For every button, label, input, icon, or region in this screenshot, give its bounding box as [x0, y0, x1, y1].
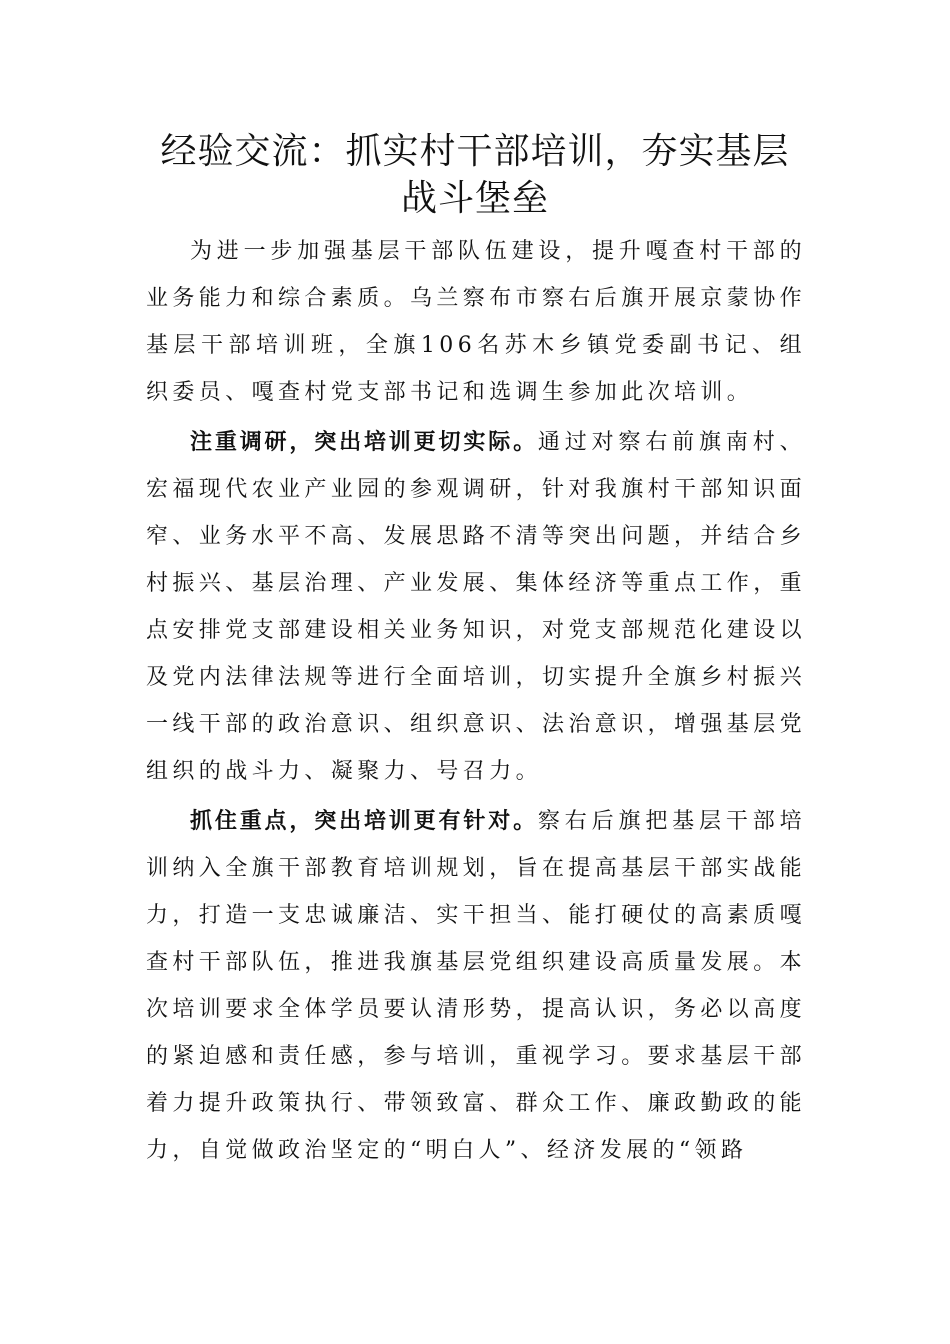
paragraph-lead: 注重调研，突出培训更切实际。	[190, 430, 538, 455]
paragraph-text: 通过对察右前旗南村、宏福现代农业产业园的参观调研，针对我旗村干部知识面窄、业务水平不高、发展思路不清等突出问题，并结合乡村振兴、基层治理、产业发展、集体经济等重点工作，重点安排党支部建设相关业务知识，对党支部规范化建设以及党内法律法规等进行全面培训，切实提升全旗乡村振兴一线干部的政治意识、组织意识、法治意识，增强基层党组织的战斗力、凝聚力、号召力。	[146, 430, 807, 784]
document-title: 经验交流：抓实村干部培训，夯实基层战斗堡垒	[160, 131, 790, 219]
document-body	[146, 228, 806, 1177]
paragraph-research	[146, 419, 806, 795]
paragraph-text: 为进一步加强基层干部队伍建设，提升嘎查村干部的业务能力和综合素质。乌兰察布市察右后旗开展京蒙协作基层干部培训班，全旗106名苏木乡镇党委副书记、组织委员、嘎查村党支部书记和选调生参加此次培训。	[146, 239, 807, 405]
paragraph-intro	[146, 228, 806, 416]
paragraph-focus	[146, 798, 806, 1174]
paragraph-text: 察右后旗把基层干部培训纳入全旗干部教育培训规划，旨在提高基层干部实战能力，打造一支忠诚廉洁、实干担当、能打硬仗的高素质嘎查村干部队伍，推进我旗基层党组织建设高质量发展。本次培训要求全体学员要认清形势，提高认识，务必以高度的紧迫感和责任感，参与培训，重视学习。要求基层干部着力提升政策执行、带领致富、群众工作、廉政勤政的能力，自觉做政治坚定的“明白人”、经济发展的“领路	[146, 809, 807, 1163]
paragraph-lead: 抓住重点，突出培训更有针对。	[190, 809, 538, 834]
